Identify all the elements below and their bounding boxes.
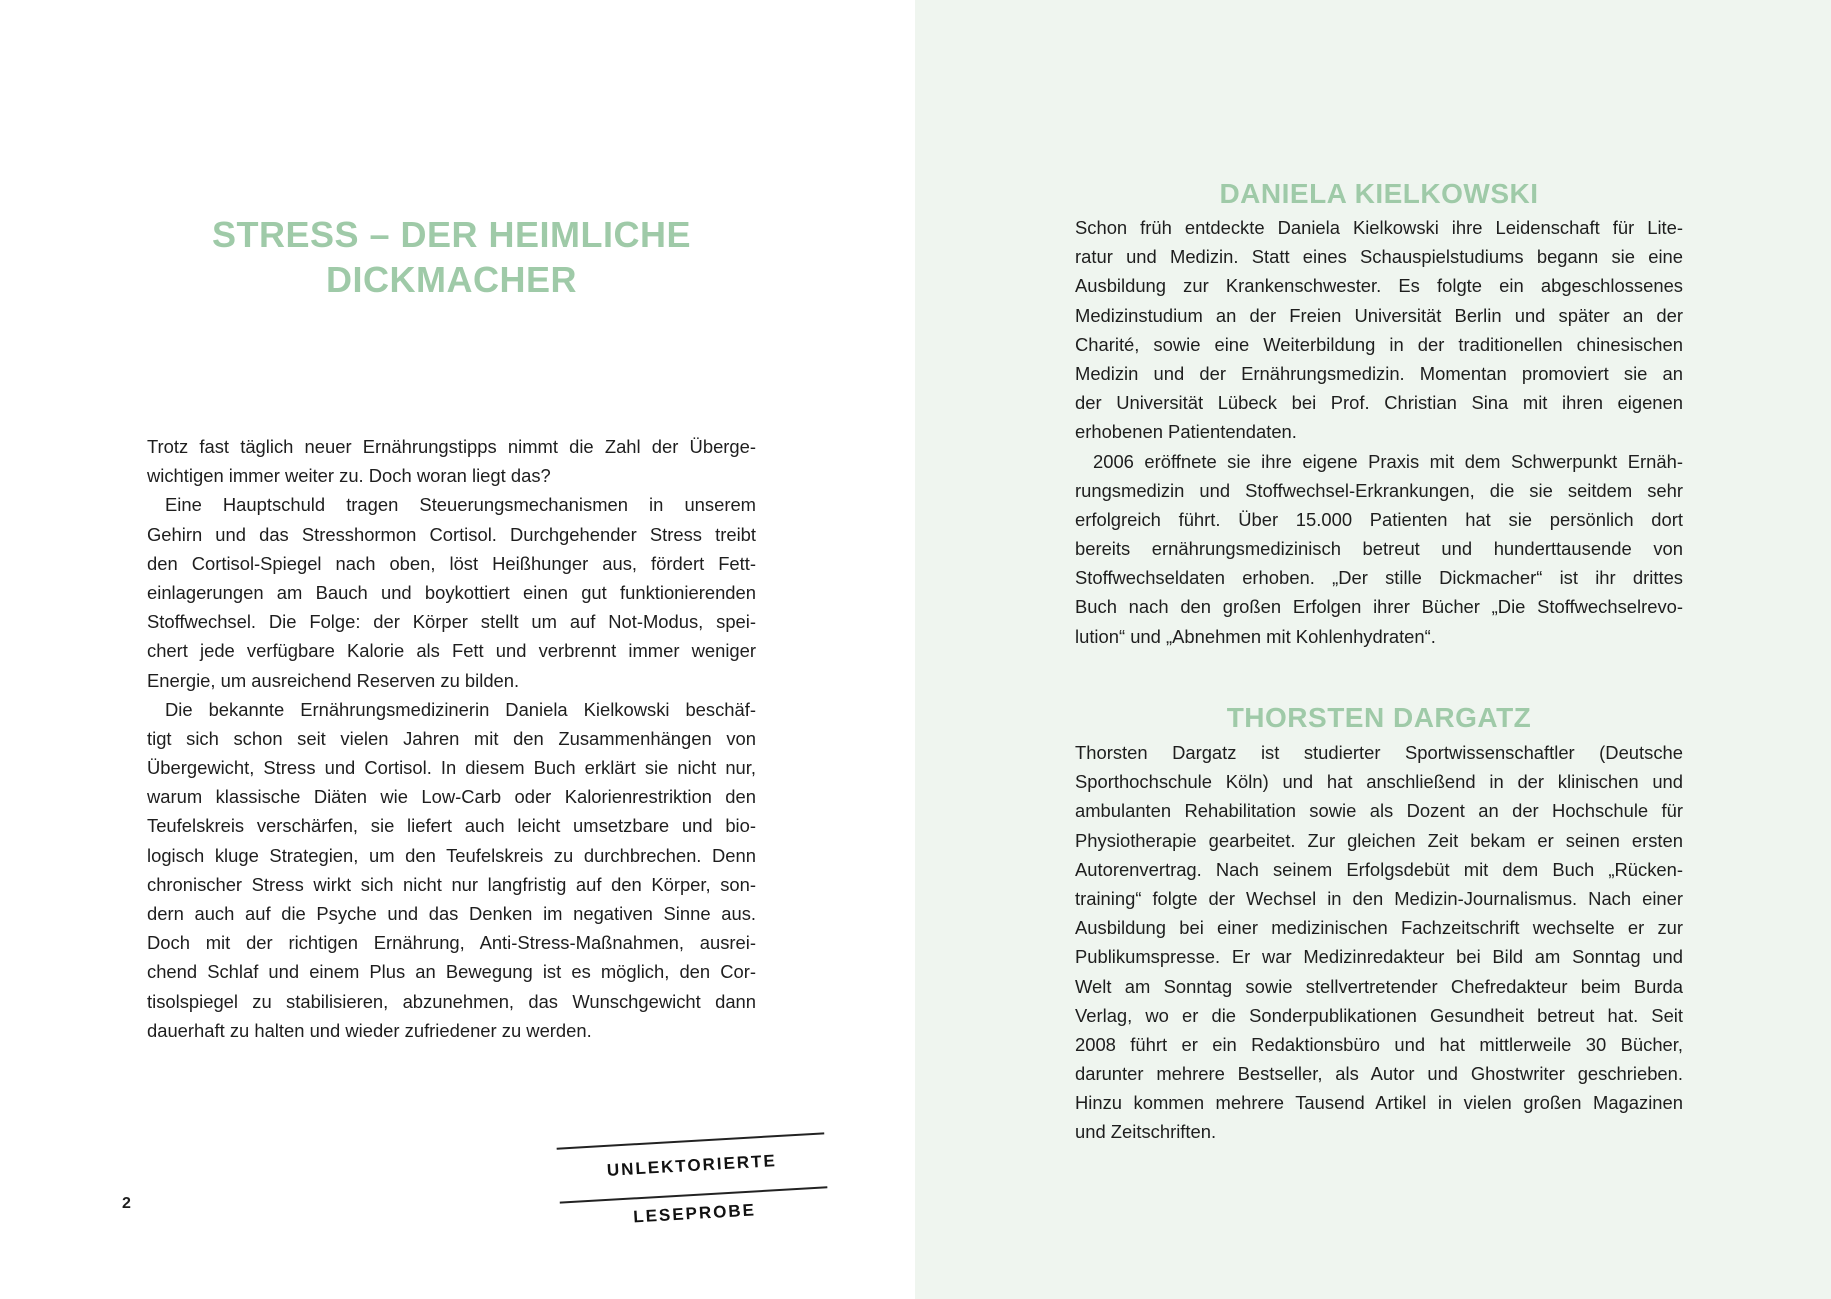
text-line: Publikumspresse. Er war Medizinredakteur bei Bild am Sonntag und	[1075, 946, 1683, 968]
text-line: Medizinstudium an der Freien Universität Berlin und später an der	[1075, 304, 1683, 326]
author1-bio	[1075, 213, 1683, 651]
text-line: Doch mit der richtigen Ernährung, Anti-Stress-Maßnahmen, ausrei-	[147, 932, 756, 954]
text-line: den Cortisol-Spiegel nach oben, löst Heißhunger aus, fördert Fett-	[147, 552, 756, 574]
text-line: Charité, sowie eine Weiterbildung in der traditionellen chinesischen	[1075, 333, 1683, 355]
text-line: Medizin und der Ernährungsmedizin. Momentan promoviert sie an	[1075, 362, 1683, 384]
text-line: Thorsten Dargatz ist studierter Sportwissenschaftler (Deutsche	[1075, 742, 1683, 763]
text-line: chronischer Stress wirkt sich nicht nur langfristig auf den Körper, son-	[147, 873, 756, 895]
chapter-title	[147, 212, 756, 302]
text-line: rungsmedizin und Stoffwechsel-Erkrankungen, die sie seitdem sehr	[1075, 479, 1683, 501]
text-line: Trotz fast täglich neuer Ernährungstipps nimmt die Zahl der Überge-	[147, 436, 756, 457]
text-line: Stoffwechsel. Die Folge: der Körper stellt um auf Not-Modus, spei-	[147, 611, 756, 633]
title-line: DICKMACHER	[326, 259, 577, 300]
text-line: Welt am Sonntag sowie stellvertretender Chefredakteur beim Burda	[1075, 975, 1683, 997]
text-line: chend Schlaf und einem Plus an Bewegung ist es möglich, den Cor-	[147, 961, 756, 983]
text-line: ratur und Medizin. Statt eines Schauspielstudiums begann sie eine	[1075, 246, 1683, 268]
title-line: STRESS – DER HEIMLICHE	[211, 214, 692, 255]
text-line: Schon früh entdeckte Daniela Kielkowski ihre Leidenschaft für Lite-	[1075, 217, 1683, 238]
text-line: Hinzu kommen mehrere Tausend Artikel in vielen großen Magazinen	[1075, 1092, 1683, 1114]
text-line: Energie, um ausreichend Reserven zu bilden.	[147, 669, 520, 691]
text-line: 2006 eröffnete sie ihre eigene Praxis mit dem Schwerpunkt Ernäh-	[1093, 450, 1683, 472]
text-line: Sporthochschule Köln) und hat anschließend in der klinischen und	[1075, 771, 1683, 793]
text-line: Übergewicht, Stress und Cortisol. In diesem Buch erklärt sie nicht nur,	[147, 757, 756, 779]
text-line: bereits ernährungsmedizinisch betreut und hunderttausende von	[1075, 538, 1683, 560]
text-line: warum klassische Diäten wie Low-Carb oder Kalorienrestriktion den	[147, 786, 756, 808]
text-line: Eine Hauptschuld tragen Steuerungsmechanismen in unserem	[165, 494, 756, 516]
unedited-sample-stamp: UNLEKTORIERTE LESEPROBE	[557, 1132, 828, 1203]
text-line: Stoffwechseldaten erhoben. „Der stille Dickmacher“ ist ihr drittes	[1075, 567, 1683, 589]
text-line: logisch kluge Strategien, um den Teufelskreis zu durchbrechen. Denn	[147, 844, 756, 866]
text-line: tisolspiegel zu stabilisieren, abzunehmen, das Wunschgewicht dann	[147, 990, 756, 1012]
text-line: dern auch auf die Psyche und das Denken im negativen Sinne aus.	[147, 903, 756, 924]
text-line: training“ folgte der Wechsel in den Medizin-Journalismus. Nach einer	[1075, 887, 1683, 909]
text-line: chert jede verfügbare Kalorie als Fett und verbrennt immer weniger	[147, 640, 756, 662]
text-line: Autorenvertrag. Nach seinem Erfolgsdebüt mit dem Buch „Rücken-	[1075, 858, 1683, 880]
text-line: einlagerungen am Bauch und boykottiert einen gut funktionierenden	[147, 581, 756, 603]
text-line: Teufelskreis verschärfen, sie liefert auch leicht umsetzbare und bio-	[147, 815, 756, 837]
author1-heading: DANIELA KIELKOWSKI	[1219, 178, 1539, 209]
text-line: wichtigen immer weiter zu. Doch woran liegt das?	[147, 465, 551, 487]
text-line: lution“ und „Abnehmen mit Kohlenhydraten“.	[1075, 625, 1436, 647]
text-line: erfolgreich führt. Über 15.000 Patienten hat sie persönlich dort	[1075, 508, 1683, 530]
text-line: erhobenen Patientendaten.	[1075, 421, 1297, 443]
text-line: ambulanten Rehabilitation sowie als Dozent an der Hochschule für	[1075, 800, 1683, 822]
text-line: Ausbildung zur Krankenschwester. Es folgte ein abgeschlossenes	[1075, 275, 1683, 297]
text-line: dauerhaft zu halten und wieder zufriedener zu werden.	[147, 1019, 592, 1041]
text-line: Verlag, wo er die Sonderpublikationen Gesundheit betreut hat. Seit	[1075, 1004, 1683, 1026]
text-line: Ausbildung bei einer medizinischen Fachzeitschrift wechselte er zur	[1075, 917, 1683, 939]
text-line: Buch nach den großen Erfolgen ihrer Bücher „Die Stoffwechselrevo-	[1075, 596, 1683, 618]
author2-bio	[1075, 738, 1683, 1147]
text-line: 2008 führt er ein Redaktionsbüro und hat mittlerweile 30 Bücher,	[1075, 1033, 1683, 1055]
text-line: der Universität Lübeck bei Prof. Christian Sina mit ihren eigenen	[1075, 392, 1683, 414]
text-line: tigt sich schon seit vielen Jahren mit den Zusammenhängen von	[147, 727, 756, 749]
text-line: darunter mehrere Bestseller, als Autor und Ghostwriter geschrieben.	[1075, 1063, 1683, 1085]
text-line: Die bekannte Ernährungsmedizinerin Daniela Kielkowski beschäf-	[165, 698, 756, 720]
author2-heading: THORSTEN DARGATZ	[1226, 702, 1532, 733]
text-line: und Zeitschriften.	[1075, 1121, 1217, 1143]
text-line: Physiotherapie gearbeitet. Zur gleichen Zeit bekam er seinen ersten	[1075, 829, 1683, 851]
page-number: 2	[122, 1195, 131, 1212]
intro-text	[147, 432, 756, 1045]
text-line: Gehirn und das Stresshormon Cortisol. Durchgehender Stress treibt	[147, 523, 756, 545]
